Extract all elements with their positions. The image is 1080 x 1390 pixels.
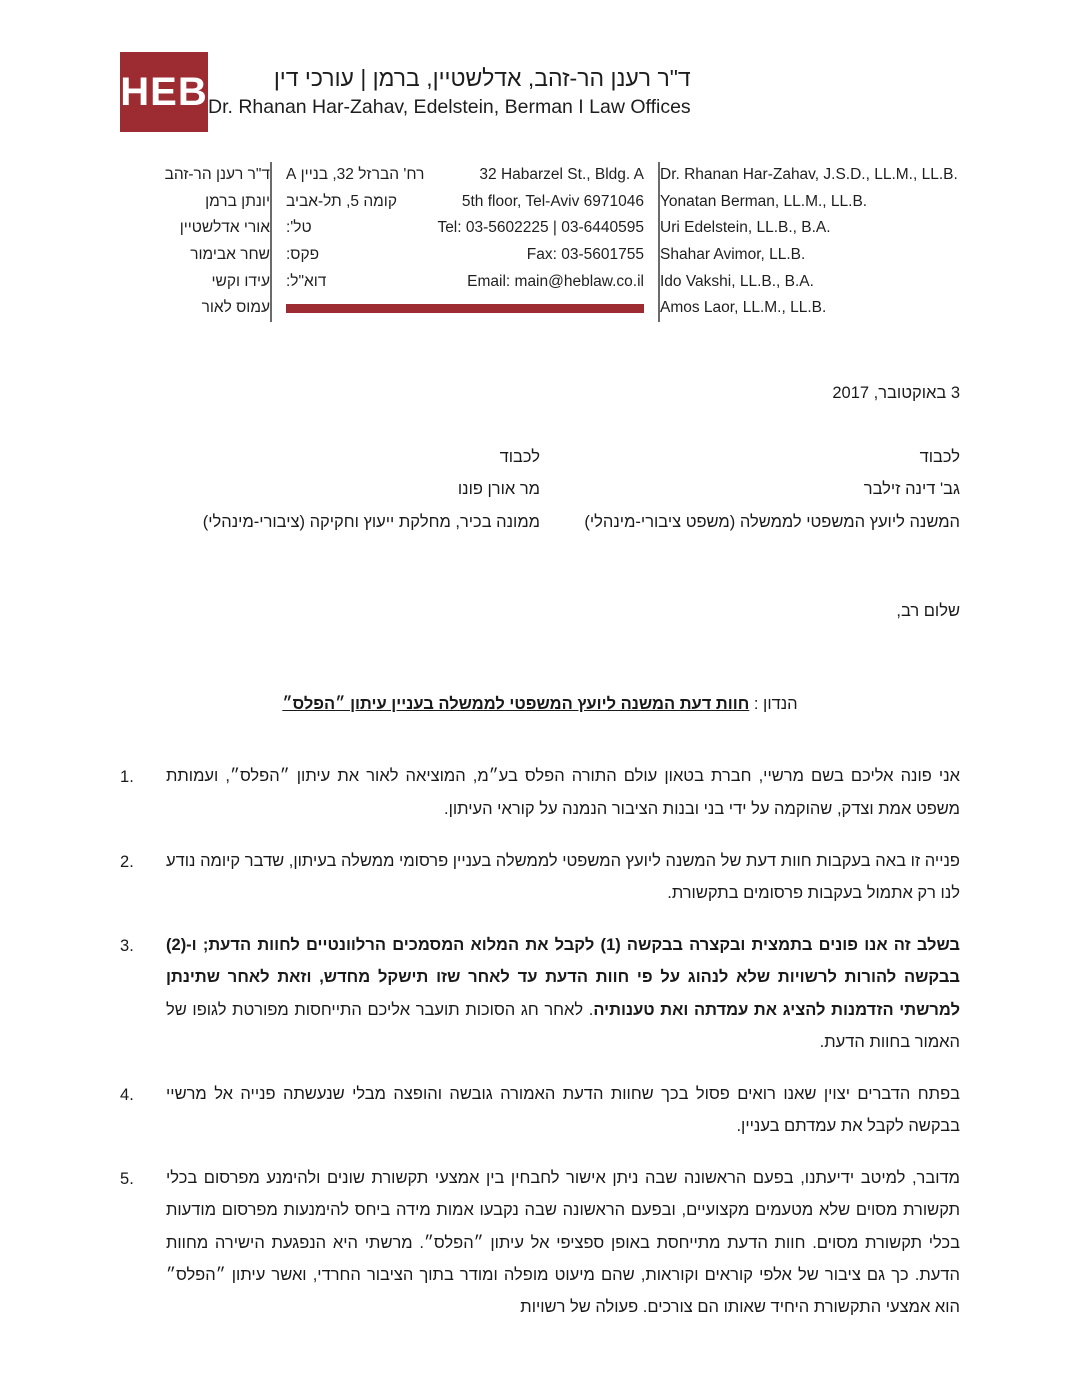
list-item: Shahar Avimor, LL.B. bbox=[660, 245, 806, 263]
recipient-title: ממונה בכיר, מחלקת ייעוץ וחקיקה (ציבורי-מינהלי) bbox=[202, 512, 540, 531]
recipient-salutation: לכבוד bbox=[499, 448, 540, 467]
clause-item bbox=[120, 929, 960, 1058]
recipient-name: גב' דינה זילבר bbox=[863, 480, 960, 499]
firm-logo: HEB bbox=[120, 52, 208, 132]
clause-item bbox=[120, 845, 960, 909]
letter-body bbox=[120, 378, 960, 1323]
contact-band bbox=[120, 162, 960, 322]
greeting: שלום רב, bbox=[896, 601, 960, 620]
clause-list bbox=[120, 760, 960, 1323]
clause-item bbox=[120, 1078, 960, 1142]
list-item: Amos Laor, LL.M., LL.B. bbox=[660, 299, 827, 317]
list-item: Uri Edelstein, LL.B., B.A. bbox=[660, 219, 831, 237]
clause-text: פנייה זו באה בעקבות חוות דעת של המשנה ליועץ המשפטי לממשלה בעניין פרסומי ממשלה בעיתון, שדבר קיומה נודע לנו רק אתמול בעקבות פרסומים בתקשורת. bbox=[166, 851, 960, 902]
fax-label: פקס: bbox=[286, 245, 320, 263]
address-row bbox=[286, 162, 644, 189]
recipients-block bbox=[120, 441, 960, 538]
fax-row bbox=[286, 242, 644, 269]
attorneys-hebrew-list bbox=[120, 162, 270, 322]
recipient-secondary bbox=[120, 441, 540, 538]
recipient-primary bbox=[540, 441, 960, 538]
address-value: 32 Habarzel St., Bldg. A bbox=[479, 166, 644, 183]
email-row bbox=[286, 269, 644, 296]
list-item: Yonatan Berman, LL.M., LL.B. bbox=[660, 192, 868, 210]
clause-text: מדובר, למיטב ידיעתנו, בפעם הראשונה שבה ניתן אישור לחבחין בין אמצעי תקשורת שונים ולהימנע מפרסום בכלי תקשורת מסוים שלא מטעמים מקצועיים, ובפעם הראשונה שבה נקבעו אמות מידה ביחס להימנעות מפרסום מודעות בכלי תקשורת מסוים. חוות הדעת מתייחסת באופן ספציפי אל עיתון ״הפלס״. מרשתי היא הנפגעת הישירה מחוות הדעת. כך גם ציבור של אלפי קוראים וקוראות, שהם מיעוט מופלה ומודר בתוך הציבור החרדי, ואשר עיתון ״הפלס״ הוא אמצעי התקשורת היחיד שאותו הם צורכים. פעולה של רשויות bbox=[166, 1169, 960, 1316]
clause-item bbox=[120, 1162, 960, 1323]
clause-text: אני פונה אליכם בשם מרשיי, חברת בטאון עולם התורה הפלס בע״מ, המוציאה לאור את עיתון ״הפלס״, ועמותת משפט אמת וצדק, שהוקמה על ידי בני ובנות הציבור הנמנה על קוראי העיתון. bbox=[166, 767, 960, 818]
phone-row bbox=[286, 215, 644, 242]
clause-text: בשלב זה אנו פונים בתמצית ובקצרה בבקשה (1) לקבל את המלוא המסמכים הרלוונטיים לחוות הדעת; ו-(2) בבקשה להורות לרשויות שלא לנהוג על פי חוות הדעת עד לאחר שזו תישקל מחדש, וזאת לאחר שתינתן למרשתי הזדמנות להציג את עמדתה ואת טענותיה. לאחר חג הסוכות תועבר אליכם התייחסות מפורטת לגופו של האמור בחוות הדעת. bbox=[166, 936, 960, 1051]
subject-label: הנדון : bbox=[753, 695, 798, 714]
clause-number: .1 bbox=[120, 768, 134, 787]
clause-number: .3 bbox=[120, 937, 134, 956]
fax-value: Fax: 03-5601755 bbox=[526, 245, 644, 263]
phone-label: טל': bbox=[286, 219, 312, 237]
list-item: ד"ר רענן הר-זהב bbox=[164, 166, 270, 183]
attorneys-english-list bbox=[660, 162, 960, 322]
clause-text: בפתח הדברים יצוין שאנו רואים פסול בכך שחוות הדעת האמורה גובשה והופצה מבלי שנעשתה פנייה אל מרשיי בבקשה לקבל את עמדתם בעניין. bbox=[166, 1084, 960, 1136]
phone-value: Tel: 03-5602225 | 03-6440595 bbox=[437, 219, 644, 237]
email-label: דוא"ל: bbox=[286, 272, 327, 290]
list-item: Dr. Rhanan Har-Zahav, J.S.D., LL.M., LL.B. bbox=[660, 166, 958, 183]
list-item: עמוס לאור bbox=[201, 299, 270, 317]
firm-name-hebrew: ד"ר רענן הר-זהב, אדלשטיין, ברמן | עורכי דין bbox=[273, 65, 691, 92]
recipient-salutation: לכבוד bbox=[919, 448, 960, 467]
list-item: עידו וקשי bbox=[211, 272, 270, 290]
list-item: שחר אבימור bbox=[190, 245, 270, 263]
list-item: אורי אדלשטיין bbox=[179, 219, 270, 237]
clause-item bbox=[120, 760, 960, 824]
address-block bbox=[270, 162, 660, 322]
address-label: רח' הברזל 32, בניין A bbox=[286, 166, 425, 183]
subject-line bbox=[120, 689, 960, 720]
recipient-name: מר אורן פונו bbox=[457, 480, 540, 499]
accent-bar bbox=[286, 304, 644, 313]
clause-number: .2 bbox=[120, 852, 134, 871]
list-item: יונתן ברמן bbox=[205, 192, 270, 210]
firm-name-english: Dr. Rhanan Har-Zahav, Edelstein, Berman I Law Offices bbox=[208, 96, 691, 119]
clause-number: .5 bbox=[120, 1170, 134, 1189]
address-label: קומה 5, תל-אביב bbox=[286, 192, 397, 210]
list-item: Ido Vakshi, LL.B., B.A. bbox=[660, 272, 814, 290]
firm-name-block bbox=[208, 63, 691, 120]
letterhead bbox=[0, 0, 1080, 132]
letter-date: 3 באוקטובר, 2017 bbox=[832, 383, 960, 402]
recipient-title: המשנה ליועץ המשפטי לממשלה (משפט ציבורי-מינהלי) bbox=[584, 512, 960, 531]
address-row bbox=[286, 189, 644, 216]
subject-text: חוות דעת המשנה ליועץ המשפטי לממשלה בעניין עיתון ״הפלס״ bbox=[282, 695, 750, 714]
clause-number: .4 bbox=[120, 1085, 134, 1104]
address-value: 5th floor, Tel-Aviv 6971046 bbox=[461, 192, 644, 210]
email-value[interactable]: Email: main@heblaw.co.il bbox=[467, 272, 644, 290]
